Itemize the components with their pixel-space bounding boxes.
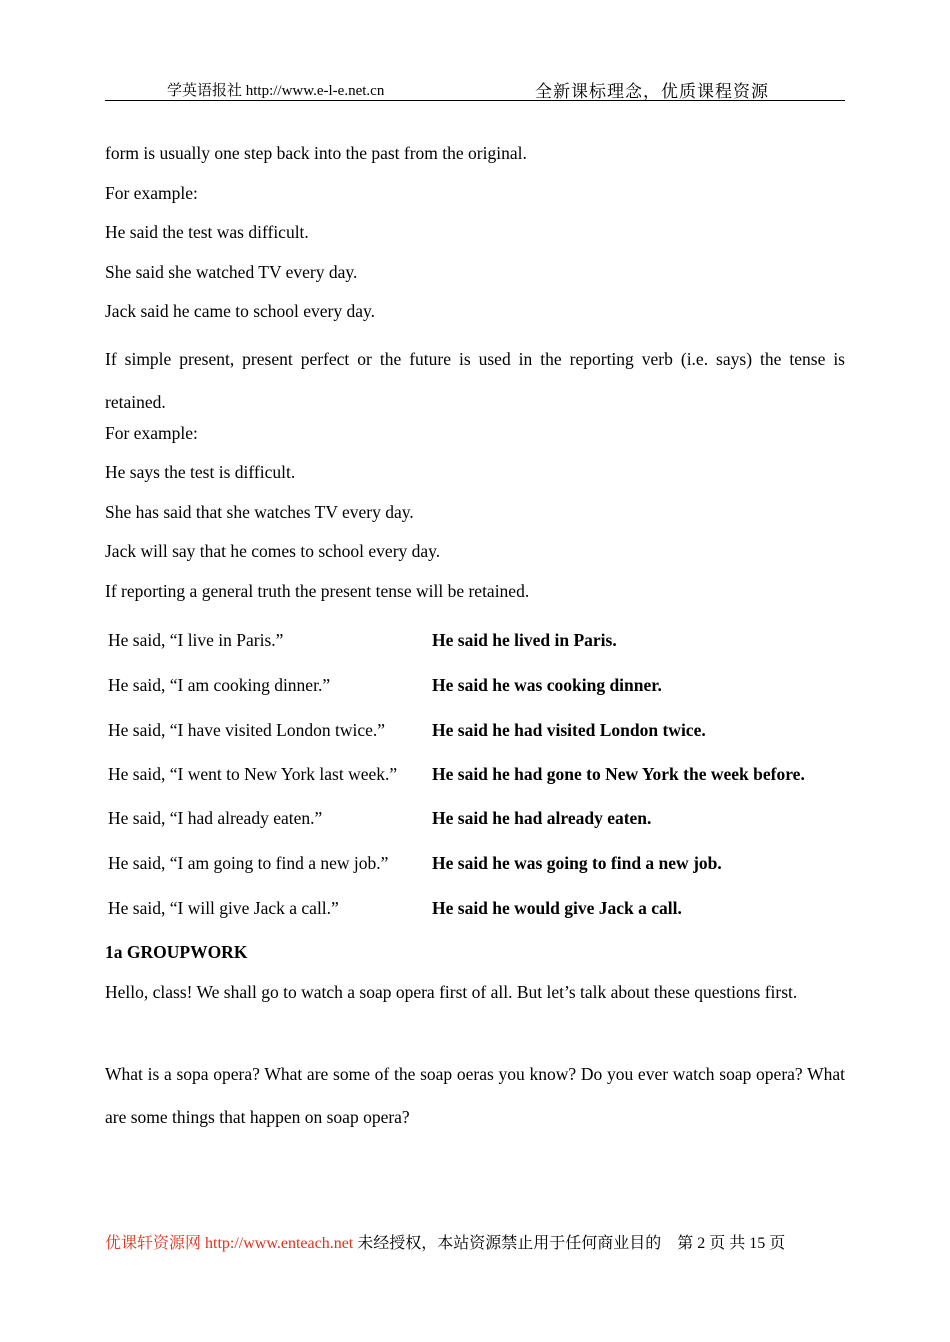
body-line: She has said that she watches TV every day. (105, 501, 414, 522)
table-row (105, 841, 845, 886)
footer-notice: 未经授权，本站资源禁止用于任何商业目的 (353, 1235, 662, 1252)
table-row (105, 708, 845, 753)
table-row (105, 663, 845, 708)
reported-speech-cell: He said he would give Jack a call. (432, 898, 682, 918)
reported-speech-cell: He said he was going to find a new job. (432, 853, 722, 873)
page-header (105, 76, 845, 101)
body-line: He says the test is difficult. (105, 462, 296, 482)
direct-speech-cell: He said, “I am cooking dinner.” (108, 675, 331, 695)
body-line: Jack said he came to school every day. (105, 301, 376, 321)
body-line: For example: (105, 422, 198, 443)
reported-speech-cell: He said he had visited London twice. (432, 720, 706, 740)
footer-site-link[interactable]: 优课轩资源网 http://www.enteach.net (105, 1235, 354, 1252)
reported-speech-cell: He said he had gone to New York the week before. (432, 764, 805, 784)
direct-speech-cell: He said, “I am going to find a new job.” (108, 853, 389, 873)
table-row (105, 753, 845, 796)
table-row (105, 618, 845, 663)
direct-speech-cell: He said, “I had already eaten.” (108, 808, 323, 828)
direct-speech-cell: He said, “I live in Paris.” (108, 630, 284, 650)
direct-speech-cell: He said, “I will give Jack a call.” (108, 898, 339, 918)
table-row (105, 886, 845, 931)
body-line: He said the test was difficult. (105, 222, 309, 242)
section-heading: 1a GROUPWORK (105, 942, 248, 962)
body-line: Jack will say that he comes to school every day. (105, 541, 441, 561)
header-slogan: 全新课标理念，优质课程资源 (535, 82, 769, 101)
reported-speech-cell: He said he lived in Paris. (432, 630, 617, 650)
section-paragraph: What is a sopa opera? What are some of the soap oeras you know? Do you ever watch soap opera? What are some things that happen on soap opera? (105, 1064, 845, 1127)
document-body (105, 140, 845, 1135)
direct-speech-cell: He said, “I have visited London twice.” (108, 720, 385, 740)
page-footer (105, 1230, 845, 1253)
body-line: For example: (105, 182, 198, 203)
reported-speech-table (105, 618, 845, 931)
body-line: form is usually one step back into the past from the original. (105, 143, 527, 163)
reported-speech-cell: He said he was cooking dinner. (432, 675, 662, 695)
table-row (105, 796, 845, 841)
body-line: If reporting a general truth the present tense will be retained. (105, 580, 530, 601)
direct-speech-cell: He said, “I went to New York last week.” (108, 764, 398, 784)
section-paragraph: Hello, class! We shall go to watch a soap opera first of all. But let’s talk about these questions first. (105, 982, 798, 1002)
body-line: She said she watched TV every day. (105, 261, 358, 282)
page-number: 第 2 页 共 15 页 (677, 1235, 786, 1252)
header-publisher: 学英语报社 http://www.e-l-e.net.cn (167, 83, 385, 99)
reported-speech-cell: He said he had already eaten. (432, 808, 652, 828)
body-paragraph: If simple present, present perfect or the future is used in the reporting verb (i.e. says) the tense is retained. (105, 348, 845, 412)
